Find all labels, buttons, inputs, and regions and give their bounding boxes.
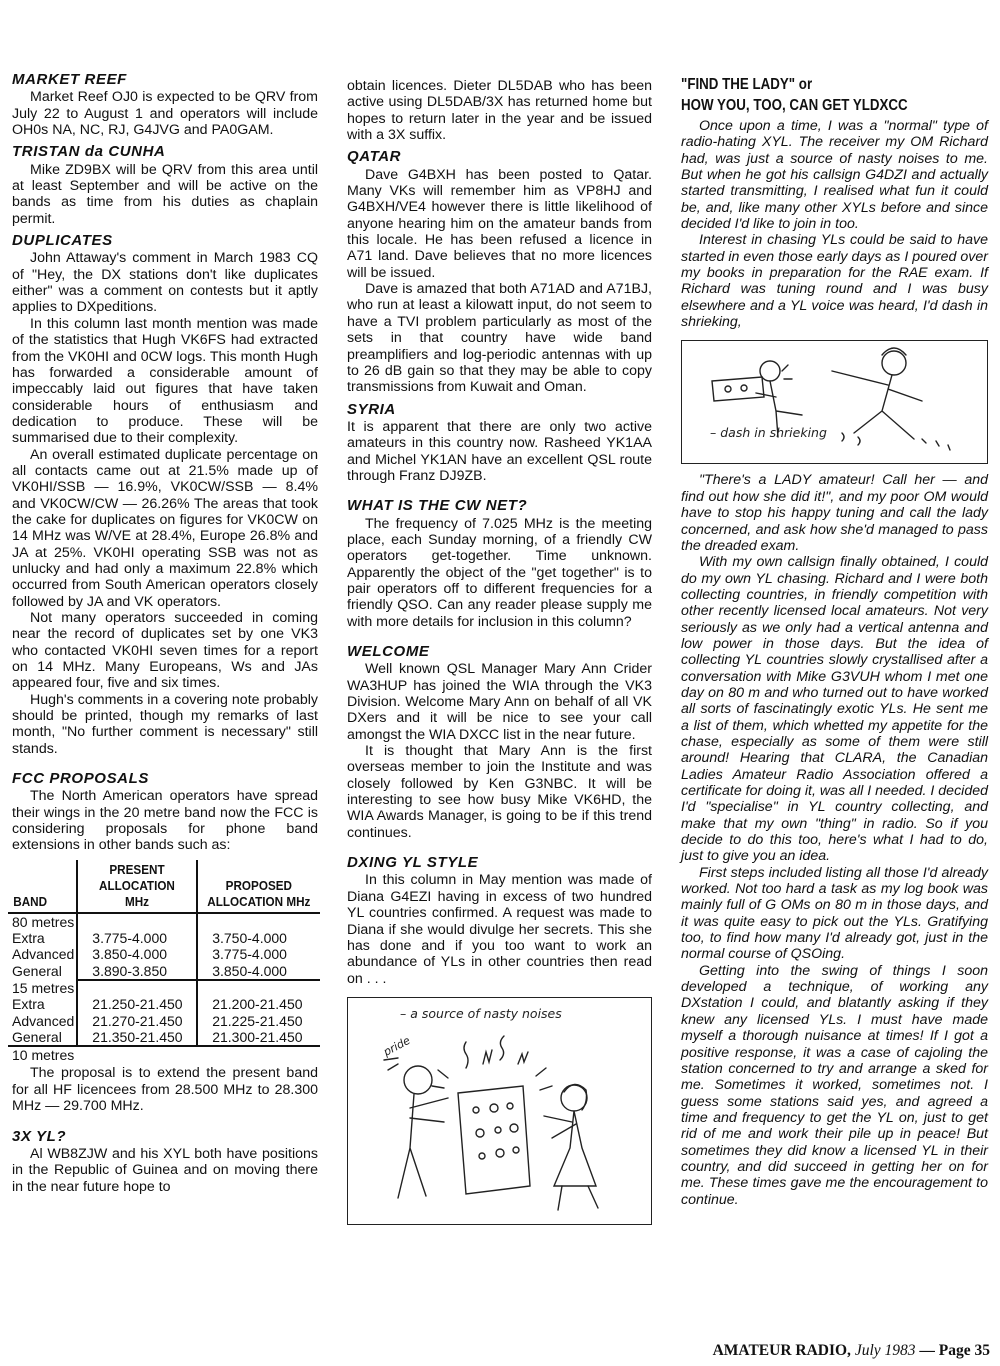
- table-header-present: PRESENT ALLOCATION MHz: [83, 860, 191, 913]
- table-header-proposed: PROPOSED ALLOCATION MHz: [203, 860, 314, 913]
- column-middle: [347, 78, 652, 1233]
- heading-duplicates: DUPLICATES: [12, 232, 113, 250]
- paragraph: The frequency of 7.025 MHz is the meeting place, each Sunday morning, of a friendly CW operators get-together. Time unknown. Apparently the object of the "get together" is to pair operators off to different frequencies for a friendly QSO. Can any reader please supply me with more details for inclusion in this column?: [347, 515, 652, 630]
- table-header-band: BAND: [11, 860, 73, 913]
- cartoon-dash-in-shrieking: [681, 340, 988, 464]
- paragraph: First steps included listing all those I'd already worked. Not too hard a task as my log book was mainly full of G OMs on 80 m in those days, and it was quite easy to pick out the YLs. Gratifying too, to find how many I'd already got, just in the normal course of QSOing.: [681, 864, 988, 963]
- heading-market-reef: MARKET REEF: [12, 71, 127, 88]
- paragraph: With my own callsign finally obtained, I could do my own YL chasing. Richard and I were both collecting countries, in friendly competition with other recently licensed local amateurs. Not very seriously as we only had a vertical antenna and low power in those days. But the idea of collecting YL countries slowly crystallised after a conversation with Mike G3VUH whom I met one day on 80 m and who turned out to have worked all sorts of fascinatingly exotic YLs. He sent me a list of them, which whetted my appetite for the chase, especially as some of them were still around! Hearing that CLARA, the Canadian Ladies Amateur Radio Association offered a certificate for doing it, was all I needed. I decided I'd "specialise" in YL country collecting, and make that my own "thing" in radio. So if you decide to do this too, here's what I had to do, just to give you an idea.: [681, 554, 988, 865]
- paragraph: Well known QSL Manager Mary Ann Crider WA3HUP has joined the WIA through the VK3 Division. Welcome Mary Ann on behalf of all VK DXers and it will be nice to see your call amongst the WIA DXCC list in the near future.: [347, 661, 652, 743]
- table-row: General 21.350-21.450 21.300-21.450: [8, 1029, 320, 1046]
- paragraph: Once upon a time, I was a "normal" type of radio-hating XYL. The receiver my OM Richard had, was just a source of nasty noises to me. But when he got his callsign G4DZI and actually started transmitting, I realised what fun it could be, and, like many other XYLs before and since decided I'd like to join in too.: [681, 118, 988, 233]
- issue-date: July 1983: [854, 1342, 916, 1359]
- paragraph: Al WB8ZJW and his XYL both have positions in the Republic of Guinea and on moving there in the near future hope to: [12, 1145, 318, 1195]
- cartoon-caption: – a source of nasty noises: [400, 1005, 562, 1021]
- heading-welcome: WELCOME: [347, 643, 430, 660]
- paragraph: obtain licences. Dieter DL5DAB who has been active using DL5DAB/3X has returned home but hopes to return later in the year and be issued with a 3X suffix.: [347, 78, 652, 144]
- page-number: — Page 35: [919, 1342, 990, 1359]
- cartoon-caption: – dash in shrieking: [710, 425, 827, 441]
- paragraph: It is thought that Mary Ann is the first overseas member to join the Institute and was closely followed by Ken G3NBC. It will be interesting to see how busy Mike VK6HD, the WIA Awards Manager, is going to be if this trend continues.: [347, 743, 652, 841]
- paragraph: John Attaway's comment in March 1983 CQ of "Hey, the DX stations don't like duplicates either" was a comment on contests but it aptly applies to DXpeditions.: [12, 250, 318, 316]
- table-row: Extra 21.250-21.450 21.200-21.450: [8, 996, 320, 1012]
- heading-cw-net: WHAT IS THE CW NET?: [347, 497, 528, 515]
- heading-qatar: QATAR: [347, 148, 402, 166]
- heading-syria: SYRIA: [347, 400, 396, 418]
- table-row: Advanced 21.270-21.450 21.225-21.450: [8, 1013, 320, 1029]
- paragraph: In this column in May mention was made of Diana G4EZI having in excess of two hundred YL countries confirmed. A request was made to Diana if she would divulge her secrets. This she has done and if you too want to work an abundance of YLs in other countries then read on . . .: [347, 872, 652, 987]
- band-group-label: 10 metres: [8, 1046, 77, 1063]
- cartoon-drawing: [348, 998, 650, 1222]
- cartoon-drawing: [682, 341, 987, 461]
- paragraph: Hugh's comments in a covering note probably should be printed, though my remarks of last month, "No further comment is necessary" still stands.: [12, 691, 318, 757]
- table-row: Advanced 3.850-4.000 3.775-4.000: [8, 946, 320, 962]
- heading-tristan-da-cunha: TRISTAN da CUNHA: [12, 143, 166, 161]
- heading-fcc-proposals: FCC PROPOSALS: [12, 770, 149, 788]
- table-row: Extra 3.775-4.000 3.750-4.000: [8, 930, 320, 946]
- paragraph: The North American operators have spread their wings in the 20 metre band now the FCC is considering proposals for phone band extensions in other bands such as:: [12, 788, 318, 854]
- band-allocation-table: [8, 860, 320, 1064]
- table-row: General 3.890-3.850 3.850-4.000: [8, 963, 320, 980]
- band-group-label: 80 metres: [12, 913, 75, 930]
- paragraph: Dave G4BXH has been posted to Qatar. Many VKs will remember him as VP8HJ and G4BXH/VE4 however there is little likelihood of anyone hearing him on the amateur bands from this locale. He has been refused a licence in A71 land. Dave believes that no more licences will be issued.: [347, 166, 652, 281]
- column-right: [681, 76, 988, 1208]
- paragraph: In this column last month mention was made of the statistics that Hugh VK6FS had extracted from the VK0HI and 0CW logs. This month Hugh has forwarded a considerable amount of impeccably laid out figures that have taken considerable hours of enthusiasm and dedication to produce. These will be summarised due to their complexity.: [12, 315, 318, 447]
- band-group-label: 15 metres: [12, 980, 75, 996]
- paragraph: An overall estimated duplicate percentage on all contacts came out at 21.5% made up of VK0HI/SSB — 16.9%, VK0CW/SSB — 8.4% and VK0CW/CW — 26.26% The areas that took the cake for duplicates on figures for VK0CW on 14 MHz was W/VE at 28.4%, Europe 26.8% and JA at 25%. VK0HI operating SSB was not as unlucky and had only a maximum 22.8% which occurred from South American operators closely followed by JA and VK operators.: [12, 446, 318, 610]
- paragraph: Interest in chasing YLs could be said to have started in even those early days as I poured over my books in preparation for the RAE exam. If Richard was tuning round and I was busy elsewhere and a YL voice was heard, I'd dash in shrieking,: [681, 232, 988, 331]
- paragraph: "There's a LADY amateur! Call her — and find out how she did it!", and my poor OM would have to stop his happy tuning and call the lady concerned, and ask how she'd managed to pass the dreaded exam.: [681, 472, 988, 554]
- paragraph: Not many operators succeeded in coming near the record of duplicates set by one VK3 who contacted VK0HI seven times for a report on 14 MHz. Many Europeans, Ws and JAs appeared four, five and six times.: [12, 610, 318, 692]
- cartoon-nasty-noises: [347, 997, 652, 1225]
- paragraph: Mike ZD9BX will be QRV from this area until at least September and will be active on the bands as time from his duties as chaplain permit.: [12, 161, 318, 227]
- heading-3x-yl: 3X YL?: [12, 1127, 67, 1145]
- page-footer: [680, 1342, 990, 1360]
- paragraph: Dave is amazed that both A71AD and A71BJ, who run at least a kilowatt input, do not seem to have a TVI problem particularly as most of the sets in that country have wide band preamplifiers and log-periodic antennas with up to 26 dB gain so that they may be able to copy transmissions from Kuwait and Oman.: [347, 281, 652, 396]
- heading-dxing-yl-style: DXING YL STYLE: [347, 854, 479, 872]
- column-left: [12, 72, 318, 1195]
- paragraph: It is apparent that there are only two active amateurs in this country now. Rasheed YK1AA and Michel YK1AN have an excellent QSL route through Franz DJ9ZB.: [347, 418, 652, 484]
- article-title-line2: HOW YOU, TOO, CAN GET YLDXCC: [681, 97, 908, 114]
- magazine-name: AMATEUR RADIO,: [712, 1342, 851, 1359]
- article-title-line1: "FIND THE LADY" or: [681, 76, 813, 93]
- paragraph: Market Reef OJ0 is expected to be QRV from July 22 to August 1 and operators will include OH0s NA, NC, RJ, G4JVG and PA0GAM.: [12, 89, 318, 139]
- paragraph: Getting into the swing of things I soon developed a technique, of working any DXstation I could, and blatantly asking if they knew any licensed YLs. I must have made myself a thorough nuisance at times! If I got a positive response, it was a case of cajoling the station concerned to try and arrange a sked for me. Sometimes it worked, sometimes not. I guess some stations said yes, and agreed a time and frequency to get the YL on, just to get rid of me and work their pile up in peace! But sometimes they did know a licensed YL in their country, and did succeed in getting her on for me. These times gave me the encouragement to continue.: [681, 962, 988, 1208]
- cartoon-sign: pride: [381, 1033, 413, 1059]
- paragraph: The proposal is to extend the present band for all HF licencees from 28.500 MHz to 28.300 MHz — 29.700 MHz.: [12, 1065, 318, 1115]
